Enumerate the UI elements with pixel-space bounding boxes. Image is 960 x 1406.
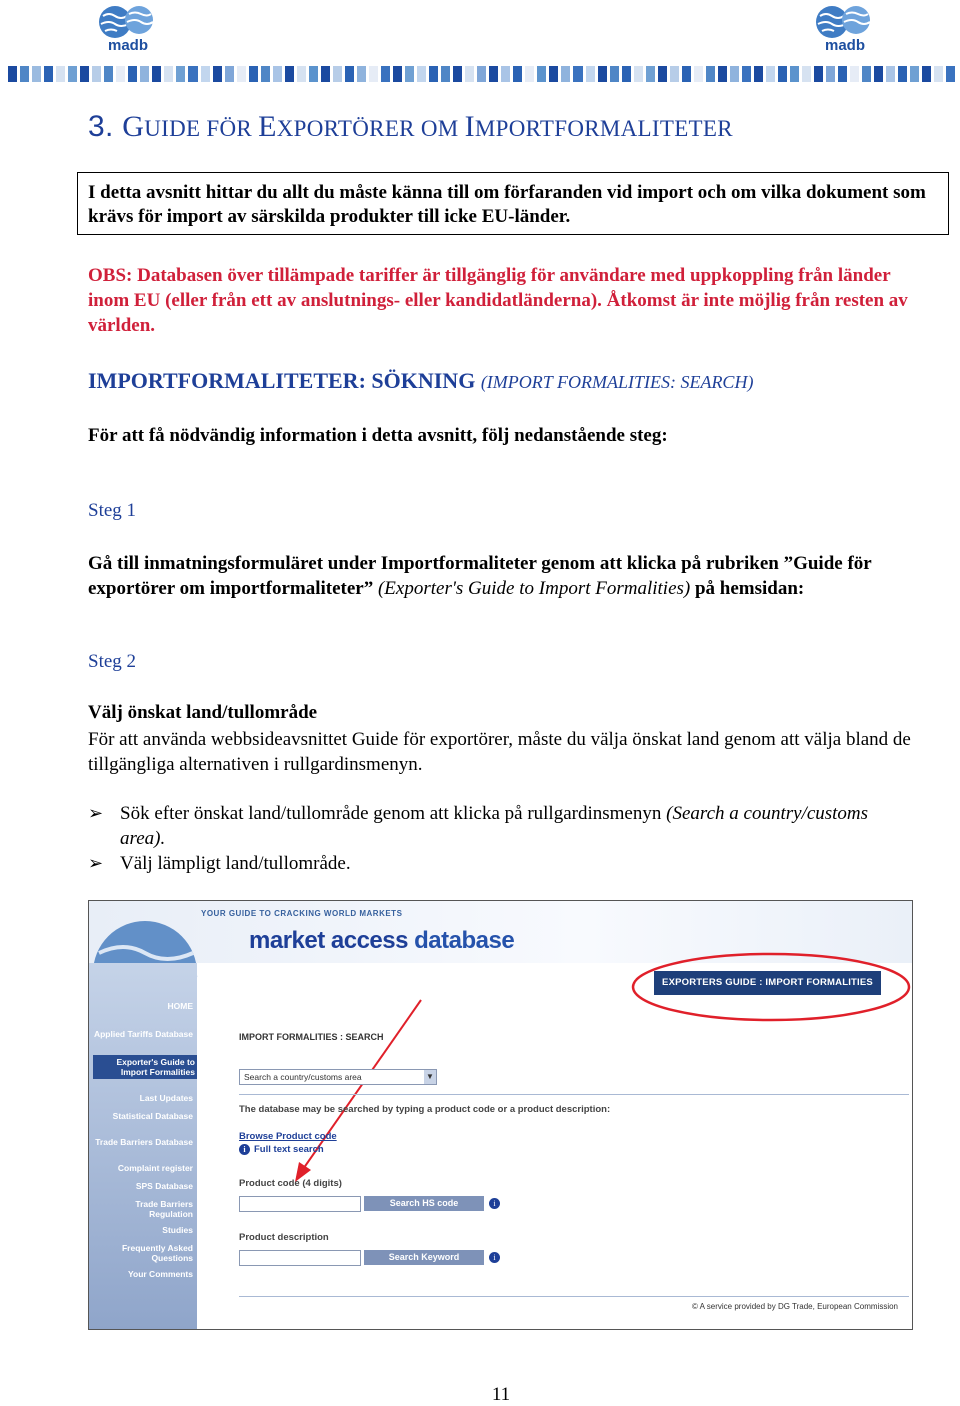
- decorative-square: [838, 66, 847, 82]
- site-footer: © A service provided by DG Trade, European Commission: [692, 1302, 898, 1311]
- divider: [239, 1094, 909, 1095]
- site-brand: [249, 927, 514, 955]
- globe-icon: [95, 4, 161, 40]
- decorative-square: [261, 66, 270, 82]
- page-number: 11: [491, 1384, 511, 1405]
- decorative-square: [886, 66, 895, 82]
- decorative-square: [8, 66, 17, 82]
- decorative-square: [826, 66, 835, 82]
- decorative-square: [249, 66, 258, 82]
- step-1-label: Steg 1: [88, 500, 137, 521]
- info-icon: i: [239, 1144, 250, 1155]
- decorative-square: [610, 66, 619, 82]
- decorative-square: [658, 66, 667, 82]
- decorative-square: [453, 66, 462, 82]
- logo-text: madb: [107, 37, 148, 54]
- heading-part-3: MPORTFORMALITETER: [474, 116, 733, 141]
- decorative-square: [237, 66, 246, 82]
- step-1-text-a: Gå till inmatningsformuläret under Importformaliteter genom att klicka på rubriken ”Guide för exportörer om importformaliteter”: [88, 553, 872, 599]
- sidebar-item-faq[interactable]: Frequently Asked Questions: [121, 1243, 193, 1263]
- bullet-item: [88, 851, 908, 876]
- sidebar-item-last-updates[interactable]: Last Updates: [139, 1093, 193, 1103]
- page-title: [88, 110, 733, 144]
- heading-number: 3.: [88, 110, 123, 143]
- step-2-title: Välj önskat land/tullområde: [88, 702, 318, 723]
- sidebar-item-exporters-guide[interactable]: Exporter's Guide to Import Formalities: [93, 1055, 197, 1079]
- madb-logo-left: [95, 4, 161, 52]
- decorative-square: [802, 66, 811, 82]
- decorative-square: [188, 66, 197, 82]
- decorative-square: [68, 66, 77, 82]
- decorative-square: [164, 66, 173, 82]
- website-screenshot: [88, 900, 913, 1330]
- bullet-text: Sök efter önskat land/tullområde genom att klicka på rullgardinsmenyn: [120, 803, 667, 824]
- decorative-square: [754, 66, 763, 82]
- decorative-square: [477, 66, 486, 82]
- info-icon[interactable]: i: [489, 1198, 500, 1209]
- decorative-square: [225, 66, 234, 82]
- decorative-square: [152, 66, 161, 82]
- decorative-square: [176, 66, 185, 82]
- bullet-text: Välj lämpligt land/tullområde.: [120, 853, 351, 874]
- decorative-square: [465, 66, 474, 82]
- sidebar-item-applied-tariffs[interactable]: Applied Tariffs Database: [93, 1029, 193, 1039]
- section-title: IMPORTFORMALITETER: SÖKNING: [88, 368, 481, 393]
- full-text-search[interactable]: [239, 1144, 324, 1155]
- info-icon[interactable]: i: [489, 1252, 500, 1263]
- product-description-label: Product description: [239, 1232, 329, 1243]
- decorative-square: [573, 66, 582, 82]
- heading-cap-e: E: [258, 110, 277, 143]
- decorative-square: [922, 66, 931, 82]
- search-info-text: The database may be searched by typing a product code or a product description:: [239, 1104, 611, 1115]
- decorative-square: [598, 66, 607, 82]
- decorative-square: [393, 66, 402, 82]
- decorative-square: [670, 66, 679, 82]
- chevron-down-icon[interactable]: ▼: [424, 1070, 436, 1084]
- sidebar-item-comments[interactable]: Your Comments: [127, 1269, 193, 1279]
- decorative-square: [417, 66, 426, 82]
- decorative-square: [586, 66, 595, 82]
- arrowhead-bullet-icon: ➢: [88, 803, 104, 823]
- decorative-square: [321, 66, 330, 82]
- decorative-square: [285, 66, 294, 82]
- decorative-square: [730, 66, 739, 82]
- decorative-square: [201, 66, 210, 82]
- decorative-square: [682, 66, 691, 82]
- site-sidebar: [89, 963, 197, 1329]
- heading-cap-i: I: [464, 110, 475, 143]
- globe-icon: [812, 4, 878, 40]
- decorative-square: [874, 66, 883, 82]
- decorative-square: [561, 66, 570, 82]
- product-description-input[interactable]: [239, 1250, 361, 1266]
- decorative-square: [718, 66, 727, 82]
- decorative-square: [92, 66, 101, 82]
- obs-note: OBS: Databasen över tillämpade tariffer är tillgänglig för användare med uppkoppling från länder inom EU (eller från ett av anslutnings- eller kandidatländerna). Åtkomst är inte möjlig från resten av världen.: [88, 265, 908, 336]
- full-text-search-label: Full text search: [254, 1144, 324, 1155]
- heading-part-2: XPORTÖRER OM: [276, 116, 465, 141]
- instruction-text: För att få nödvändig information i detta avsnitt, följ nedanstående steg:: [88, 425, 668, 446]
- form-heading: IMPORT FORMALITIES : SEARCH: [239, 1032, 384, 1042]
- logo-text: madb: [824, 37, 865, 54]
- decorative-square: [20, 66, 29, 82]
- step-1-text-b: på hemsidan:: [690, 578, 805, 599]
- search-keyword-button[interactable]: Search Keyword: [364, 1250, 484, 1265]
- section-subtitle: (IMPORT FORMALITIES: SEARCH): [480, 372, 754, 392]
- heading-part-1: UIDE FÖR: [144, 116, 259, 141]
- sidebar-item-sps[interactable]: SPS Database: [135, 1181, 193, 1191]
- product-code-input[interactable]: [239, 1196, 361, 1212]
- sidebar-item-statistical[interactable]: Statistical Database: [112, 1111, 193, 1121]
- decorative-square: [898, 66, 907, 82]
- step-1-text: [88, 551, 918, 601]
- decorative-square: [646, 66, 655, 82]
- decorative-square: [32, 66, 41, 82]
- brand-part-1: market access: [249, 927, 415, 954]
- decorative-square: [369, 66, 378, 82]
- section-heading: [88, 368, 753, 394]
- product-code-label: Product code (4 digits): [239, 1178, 342, 1189]
- decorative-square: [778, 66, 787, 82]
- decorative-square: [766, 66, 775, 82]
- brand-part-2: database: [414, 927, 515, 954]
- decorative-square: [537, 66, 546, 82]
- decorative-square: [634, 66, 643, 82]
- decorative-square: [910, 66, 919, 82]
- step-1-text-italic: (Exporter's Guide to Import Formalities): [377, 578, 691, 599]
- decorative-square: [104, 66, 113, 82]
- decorative-square: [742, 66, 751, 82]
- bullet-text-italic: (Search a country/customs area).: [120, 803, 869, 849]
- step-2-label: Steg 2: [88, 651, 137, 672]
- decorative-square: [116, 66, 125, 82]
- step-2-text: För att använda webbsideavsnittet Guide för exportörer, måste du välja önskat land genom att välja bland de tillgängliga alternativen i rullgardinsmenyn.: [88, 729, 911, 775]
- sidebar-item-studies[interactable]: Studies: [162, 1225, 193, 1235]
- decorative-square: [850, 66, 859, 82]
- highlight-ellipse: [629, 949, 913, 1025]
- decorative-square: [345, 66, 354, 82]
- divider: [239, 1296, 909, 1297]
- decorative-square: [814, 66, 823, 82]
- decorative-square: [213, 66, 222, 82]
- decorative-square: [297, 66, 306, 82]
- decorative-square: [946, 66, 955, 82]
- decorative-square: [140, 66, 149, 82]
- decorative-square: [80, 66, 89, 82]
- sidebar-item-tbr[interactable]: Trade Barriers Regulation: [135, 1199, 193, 1219]
- heading-cap-g: G: [122, 110, 145, 143]
- intro-box: I detta avsnitt hittar du allt du måste känna till om förfaranden vid import och om vilka dokument som krävs för import av särskilda produkter till icke EU-länder.: [77, 172, 949, 235]
- decorative-square: [381, 66, 390, 82]
- search-hs-code-button[interactable]: Search HS code: [364, 1196, 484, 1211]
- arrowhead-bullet-icon: ➢: [88, 853, 104, 873]
- decorative-square: [694, 66, 703, 82]
- decorative-square: [501, 66, 510, 82]
- decorative-square: [622, 66, 631, 82]
- decorative-square: [489, 66, 498, 82]
- decorative-square: [405, 66, 414, 82]
- decorative-square: [333, 66, 342, 82]
- decorative-square: [862, 66, 871, 82]
- sidebar-item-home[interactable]: HOME: [167, 1001, 193, 1011]
- decorative-square: [525, 66, 534, 82]
- decorative-square: [273, 66, 282, 82]
- decorative-square: [441, 66, 450, 82]
- decorative-square: [128, 66, 137, 82]
- sidebar-item-trade-barriers[interactable]: Trade Barriers Database: [95, 1137, 193, 1147]
- decorative-square: [44, 66, 53, 82]
- decorative-square: [790, 66, 799, 82]
- country-select-value: Search a country/customs area: [244, 1072, 362, 1082]
- sidebar-item-complaint[interactable]: Complaint register: [117, 1163, 193, 1173]
- madb-logo-right: [812, 4, 878, 52]
- decorative-square: [429, 66, 438, 82]
- decorative-square: [309, 66, 318, 82]
- site-tagline: YOUR GUIDE TO CRACKING WORLD MARKETS: [201, 909, 403, 918]
- decorative-square: [513, 66, 522, 82]
- decorative-square: [357, 66, 366, 82]
- decorative-square: [56, 66, 65, 82]
- red-arrow-icon: [289, 996, 429, 1186]
- tab-exporters-guide[interactable]: EXPORTERS GUIDE : IMPORT FORMALITIES: [654, 971, 881, 995]
- bullet-item: [88, 801, 908, 851]
- decorative-square: [549, 66, 558, 82]
- decorative-square-band: [8, 66, 956, 82]
- country-select[interactable]: [239, 1069, 437, 1085]
- decorative-square: [706, 66, 715, 82]
- browse-product-code-link[interactable]: Browse Product code: [239, 1131, 337, 1142]
- decorative-square: [934, 66, 943, 82]
